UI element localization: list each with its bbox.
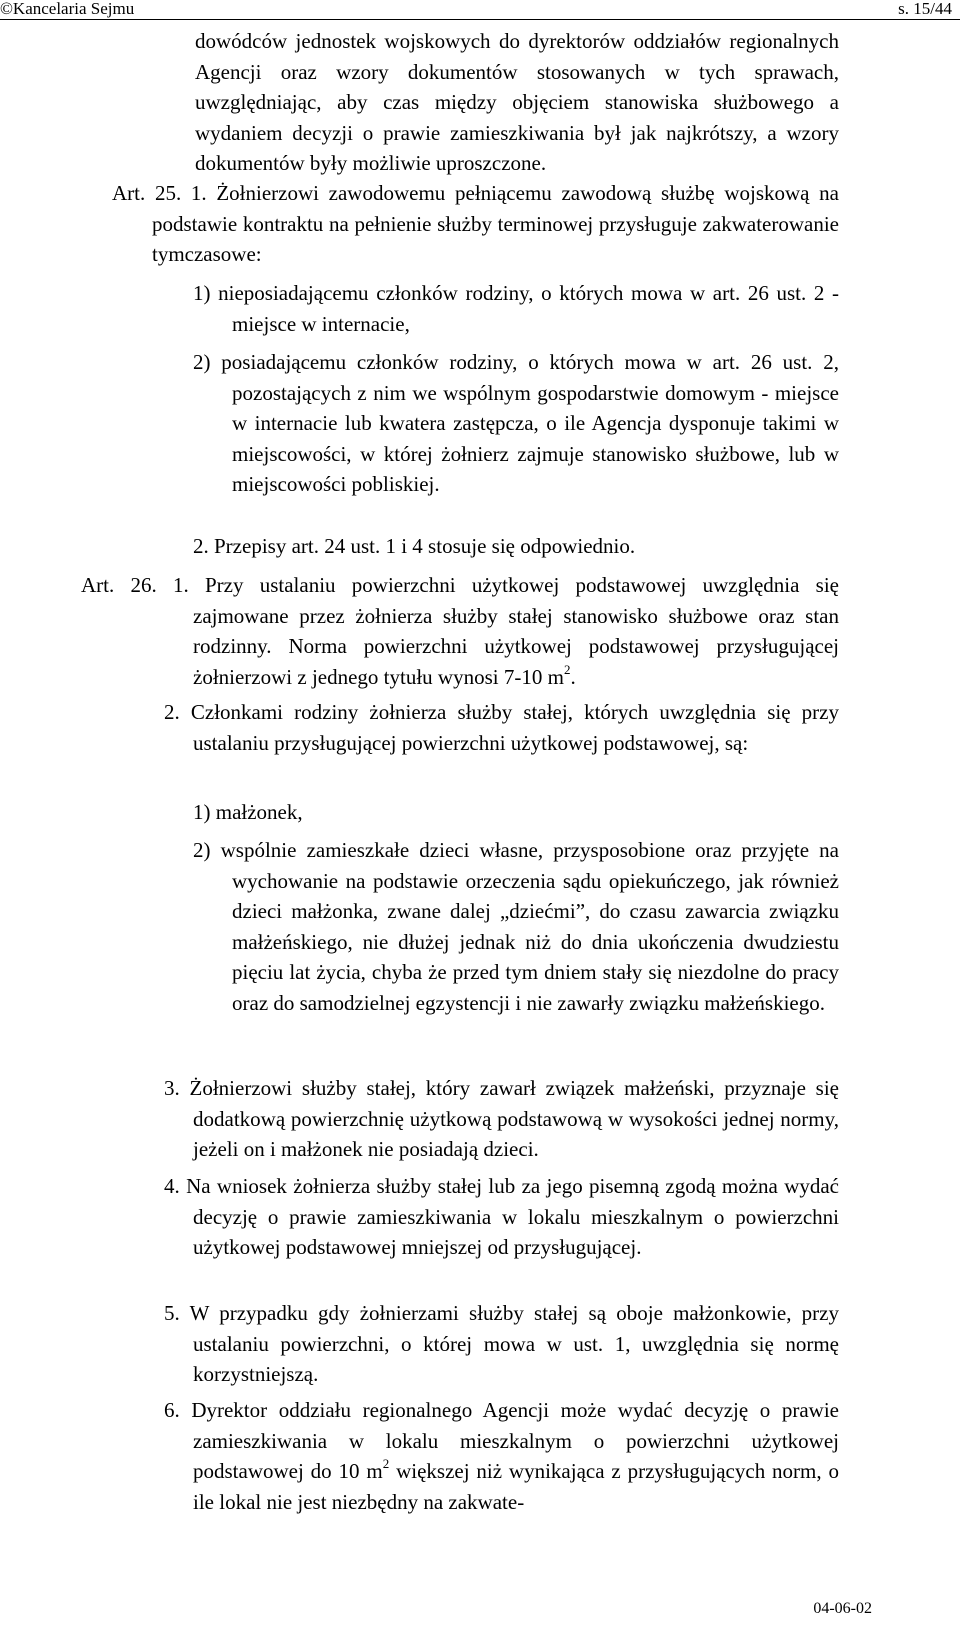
superscript-2: 2	[382, 1456, 390, 1471]
page-header	[0, 0, 960, 20]
article-26-para-3: 3. Żołnierzowi służby stałej, który zawarł związek małżeński, przyznaje się dodatkową powierzchnię użytkową podstawową w wysokości jednej normy, jeżeli on i małżonek nie posiadają dzieci.	[164, 1076, 839, 1161]
article-25-text: Art. 25. 1. Żołnierzowi zawodowemu pełniącemu zawodową służbę wojskową na podstawie kontraktu na pełnienie służby terminowej przysługuje zakwaterowanie tymczasowe:	[112, 181, 839, 266]
article-26-para-6	[164, 1395, 839, 1517]
page-footer-date: 04-06-02	[813, 1600, 872, 1617]
publisher-label: ©Kancelaria Sejmu	[0, 0, 135, 18]
article-26-para-5: 5. W przypadku gdy żołnierzami służby stałej są oboje małżonkowie, przy ustalaniu powierzchni, o której mowa w ust. 1, uwzględnia się normę korzystniejszą.	[164, 1301, 839, 1386]
article-26-para-6-rest: większej niż wynikająca z przysługujących norm, o ile lokal nie jest niezbędny na zakwate-	[193, 1459, 839, 1514]
article-26-item-1: 1) małżonek,	[193, 800, 303, 824]
article-25-para-1	[112, 178, 839, 270]
article-26-para-4: 4. Na wniosek żołnierza służby stałej lub za jego pisemną zgodą można wydać decyzję o prawie zamieszkiwania w lokalu mieszkalnym o powierzchni użytkowej podstawowej mniejszej od przysługującej.	[164, 1174, 839, 1259]
header-rule	[0, 19, 960, 20]
article-26-item-2: 2) wspólnie zamieszkałe dzieci własne, przysposobione oraz przyjęte na wychowanie na podstawie orzeczenia sądu opiekuńczego, jak również dzieci małżonka, zwane dalej „dziećmi”, do czasu zawarcia związku małżeńskiego, nie dłużej jednak niż do dnia ukończenia dwudziestu pięciu lat życia, chyba że przed tym dniem stały się niezdolne do pracy oraz do samodzielnej egzystencji i nie zawarły związku małżeńskiego.	[193, 838, 839, 1015]
article-25-item-2: 2) posiadającemu członków rodziny, o których mowa w art. 26 ust. 2, pozostających z nim we wspólnym gospodarstwie domowym - miejsce w internacie lub kwatera zastępcza, o ile Agencja dysponuje takimi w miejscowości, w której żołnierz zajmuje stanowisko służbowe, lub w miejscowości pobliskiej.	[193, 350, 839, 496]
article-25-item-1: 1) nieposiadającemu członków rodziny, o których mowa w art. 26 ust. 2 - miejsce w internacie,	[193, 281, 839, 336]
article-25-para-2: 2. Przepisy art. 24 ust. 1 i 4 stosuje się odpowiednio.	[193, 534, 636, 558]
superscript-2: 2	[563, 661, 571, 677]
article-26-para-1-end: .	[570, 664, 576, 689]
article-26-para-1	[81, 570, 839, 692]
paragraph-continuation: dowódców jednostek wojskowych do dyrektorów oddziałów regionalnych Agencji oraz wzory dokumentów stosowanych w tych sprawach, uwzględniając, aby czas między objęciem stanowiska służbowego a wydaniem decyzji o prawie zamieszkiwania był jak najkrótszy, a wzory dokumentów były możliwie uproszczone.	[195, 29, 839, 175]
page-number: s. 15/44	[898, 0, 952, 18]
article-26-para-6-text: 6. Dyrektor oddziału regionalnego Agencji może wydać decyzję o prawie zamieszkiwania w lokalu mieszkalnym o powierzchni użytkowej podstawowej do 10 m	[164, 1398, 839, 1483]
article-26-para-2: 2. Członkami rodziny żołnierza służby stałej, których uwzględnia się przy ustalaniu przysługującej powierzchni użytkowej podstawowej, są:	[164, 700, 839, 755]
article-26-para-1-text: Art. 26. 1. Przy ustalaniu powierzchni użytkowej podstawowej uwzględnia się zajmowane przez żołnierza służby stałej stanowisko służbowe oraz stan rodzinny. Norma powierzchni użytkowej podstawowej przysługującej żołnierzowi z jednego tytułu wynosi 7-10 m	[81, 573, 839, 689]
